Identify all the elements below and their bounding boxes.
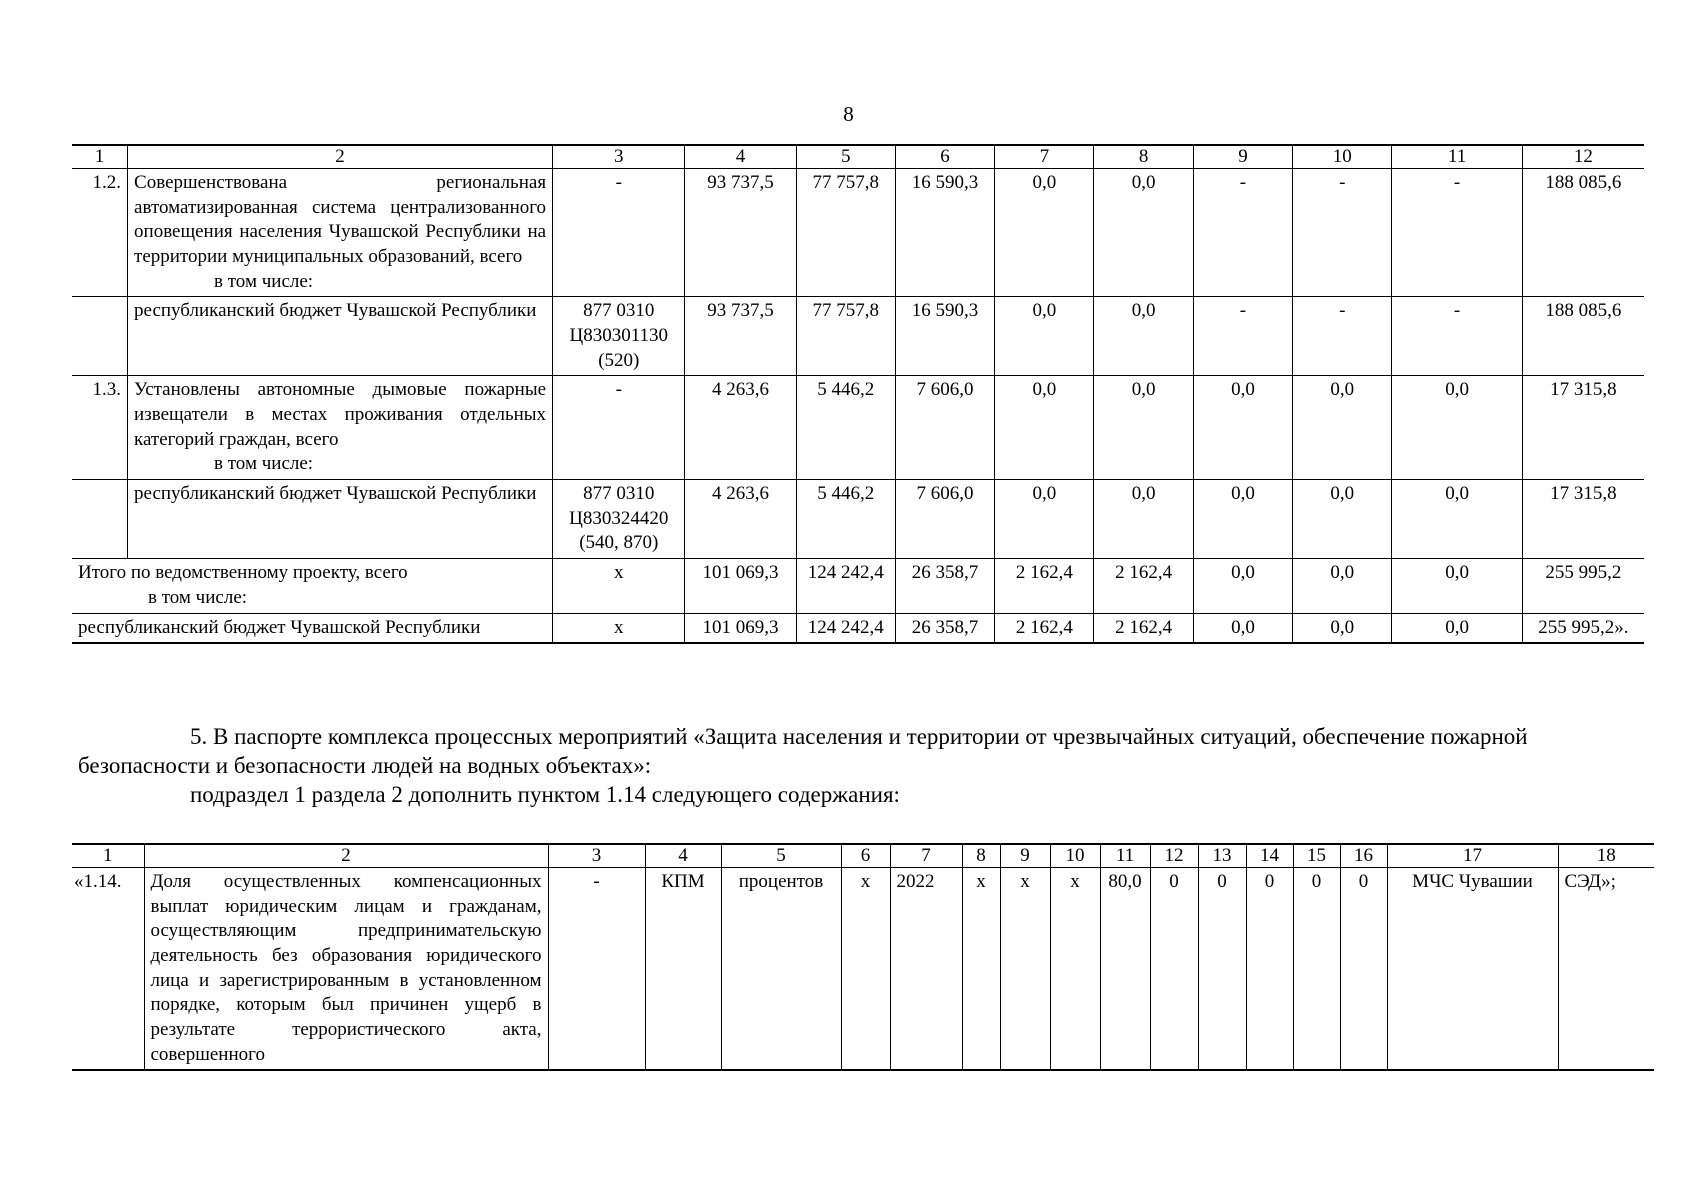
table-row — [72, 376, 1644, 480]
budget-code: - — [553, 168, 685, 296]
row-description: Установлены автономные дымовые пожарные извещатели в местах проживания отдельных категорий граждан, всего в том числе: — [128, 376, 553, 480]
value-cell: 2 162,4 — [1094, 559, 1193, 613]
value-cell: 188 085,6 — [1522, 168, 1644, 296]
col-header: 1 — [72, 145, 128, 168]
table-cell: х — [1000, 867, 1050, 1069]
col-header: 11 — [1392, 145, 1522, 168]
budget-code: 877 0310 Ц830324420 (540, 870) — [553, 480, 685, 559]
col-header: 6 — [895, 145, 994, 168]
value-cell: 5 446,2 — [796, 480, 895, 559]
col-header: 8 — [1094, 145, 1193, 168]
col-header: 13 — [1198, 844, 1246, 867]
row-number — [72, 480, 128, 559]
table-cell: х — [841, 867, 890, 1069]
budget-code: - — [553, 376, 685, 480]
value-cell: - — [1193, 297, 1292, 376]
value-cell: 7 606,0 — [895, 376, 994, 480]
value-cell: 26 358,7 — [895, 559, 994, 613]
row-number: 1.3. — [72, 376, 128, 480]
col-header: 12 — [1522, 145, 1644, 168]
value-cell: 0,0 — [1094, 480, 1193, 559]
total-row — [72, 559, 1644, 613]
value-cell: 0,0 — [1392, 559, 1522, 613]
col-header: 10 — [1050, 844, 1100, 867]
table-row — [72, 867, 1654, 1069]
value-cell: 0,0 — [995, 480, 1094, 559]
row-number: «1.14. — [74, 870, 122, 892]
col-header: 2 — [128, 145, 553, 168]
col-header: 15 — [1293, 844, 1340, 867]
value-cell: 7 606,0 — [895, 480, 994, 559]
value-cell: 0,0 — [1293, 559, 1392, 613]
value-cell: 0,0 — [1193, 376, 1292, 480]
col-header: 16 — [1340, 844, 1387, 867]
funding-table — [72, 144, 1644, 644]
table-cell: процентов — [721, 867, 841, 1069]
table-header-row — [72, 844, 1654, 867]
value-cell: - — [1392, 297, 1522, 376]
value-cell: 255 995,2 — [1522, 559, 1644, 613]
value-cell: 124 242,4 — [796, 559, 895, 613]
col-header: 3 — [548, 844, 645, 867]
row-number — [72, 297, 128, 376]
value-cell: 188 085,6 — [1522, 297, 1644, 376]
value-cell: 16 590,3 — [895, 297, 994, 376]
indicator-table — [72, 843, 1654, 1071]
table-cell: 0 — [1293, 867, 1340, 1069]
value-cell: 0,0 — [1293, 613, 1392, 643]
value-cell: 77 757,8 — [796, 168, 895, 296]
table-cell: х — [1050, 867, 1100, 1069]
value-cell: 124 242,4 — [796, 613, 895, 643]
table-cell: СЭД»; — [1558, 867, 1654, 1069]
col-header: 4 — [685, 145, 796, 168]
row-description: республиканский бюджет Чувашской Республики — [128, 480, 553, 559]
table-row — [72, 480, 1644, 559]
value-cell: 5 446,2 — [796, 376, 895, 480]
indicator-description: Доля осуществленных компенсационных выплат юридическим лицам и гражданам, осуществляющим предпринимательскую деятельность без образования юридического лица и зарегистрированным в установленном порядке, которым был причинен ущерб в результате террористического акта, совершенного — [144, 867, 548, 1069]
budget-code: х — [553, 613, 685, 643]
row-description: республиканский бюджет Чувашской Республики — [128, 297, 553, 376]
value-cell: 77 757,8 — [796, 297, 895, 376]
budget-code: х — [553, 559, 685, 613]
col-header: 10 — [1293, 145, 1392, 168]
table-row — [72, 297, 1644, 376]
col-header: 7 — [995, 145, 1094, 168]
table-cell: х — [962, 867, 1000, 1069]
row-number: 1.2. — [72, 168, 128, 296]
col-header: 2 — [144, 844, 548, 867]
value-cell: 0,0 — [1293, 480, 1392, 559]
value-cell: 17 315,8 — [1522, 480, 1644, 559]
value-cell: 0,0 — [1094, 376, 1193, 480]
col-header: 18 — [1558, 844, 1654, 867]
page-number: 8 — [843, 102, 854, 126]
table-header-row — [72, 145, 1644, 168]
table-cell: 2022 — [890, 867, 962, 1069]
total-description: Итого по ведомственному проекту, всего в том числе: — [72, 559, 553, 613]
value-cell: 0,0 — [1094, 297, 1193, 376]
col-header: 1 — [72, 844, 144, 867]
value-cell: 0,0 — [1094, 168, 1193, 296]
table-cell: 0 — [1150, 867, 1198, 1069]
value-cell: 16 590,3 — [895, 168, 994, 296]
value-cell: 101 069,3 — [685, 613, 796, 643]
value-cell: 93 737,5 — [685, 297, 796, 376]
table-cell: 80,0 — [1100, 867, 1150, 1069]
value-cell: 0,0 — [1293, 376, 1392, 480]
table-row — [72, 168, 1644, 296]
value-cell: 0,0 — [995, 168, 1094, 296]
value-cell: 4 263,6 — [685, 480, 796, 559]
table-cell: 0 — [1340, 867, 1387, 1069]
col-header: 7 — [890, 844, 962, 867]
value-cell: 101 069,3 — [685, 559, 796, 613]
value-cell: 0,0 — [1392, 613, 1522, 643]
total-description: республиканский бюджет Чувашской Республики — [72, 613, 553, 643]
value-cell: - — [1293, 297, 1392, 376]
value-cell: - — [1392, 168, 1522, 296]
col-header: 8 — [962, 844, 1000, 867]
col-header: 3 — [553, 145, 685, 168]
value-cell: 0,0 — [995, 376, 1094, 480]
value-cell: - — [1193, 168, 1292, 296]
value-cell: 2 162,4 — [995, 613, 1094, 643]
table-bottom-rule — [72, 1069, 1654, 1070]
col-header: 17 — [1387, 844, 1558, 867]
value-cell: 4 263,6 — [685, 376, 796, 480]
value-cell: 2 162,4 — [995, 559, 1094, 613]
amendment-instruction: подраздел 1 раздела 2 дополнить пунктом 1.14 следующего содержания: — [190, 782, 900, 807]
col-header: 9 — [1000, 844, 1050, 867]
col-header: 14 — [1246, 844, 1293, 867]
col-header: 11 — [1100, 844, 1150, 867]
budget-code: 877 0310 Ц830301130 (520) — [553, 297, 685, 376]
col-header: 9 — [1193, 145, 1292, 168]
table-cell: 0 — [1246, 867, 1293, 1069]
col-header: 5 — [721, 844, 841, 867]
col-header: 12 — [1150, 844, 1198, 867]
value-cell: 17 315,8 — [1522, 376, 1644, 480]
col-header: 6 — [841, 844, 890, 867]
value-cell: 0,0 — [1193, 559, 1292, 613]
total-row — [72, 613, 1644, 643]
table-cell: - — [548, 867, 645, 1069]
amendment-paragraph: 5. В паспорте комплекса процессных мероприятий «Защита населения и территории от чрезвычайных ситуаций, обеспечение пожарной безопасности и безопасности людей на водных объектах»: — [78, 724, 1528, 778]
row-description: Совершенствована региональная автоматизированная система централизованного оповещения населения Чувашской Республики на территории муниципальных образований, всего в том числе: — [128, 168, 553, 296]
value-cell: 93 737,5 — [685, 168, 796, 296]
table-cell: 0 — [1198, 867, 1246, 1069]
value-cell: 0,0 — [1193, 613, 1292, 643]
table-row-spacer — [72, 1069, 1654, 1070]
value-cell: 0,0 — [1392, 376, 1522, 480]
col-header: 5 — [796, 145, 895, 168]
value-cell: 26 358,7 — [895, 613, 994, 643]
value-cell: - — [1293, 168, 1392, 296]
value-cell: 2 162,4 — [1094, 613, 1193, 643]
value-cell: 0,0 — [995, 297, 1094, 376]
value-cell: 255 995,2». — [1522, 613, 1644, 643]
table-cell: МЧС Чувашии — [1387, 867, 1558, 1069]
table-cell: КПМ — [645, 867, 721, 1069]
value-cell: 0,0 — [1193, 480, 1292, 559]
col-header: 4 — [645, 844, 721, 867]
value-cell: 0,0 — [1392, 480, 1522, 559]
